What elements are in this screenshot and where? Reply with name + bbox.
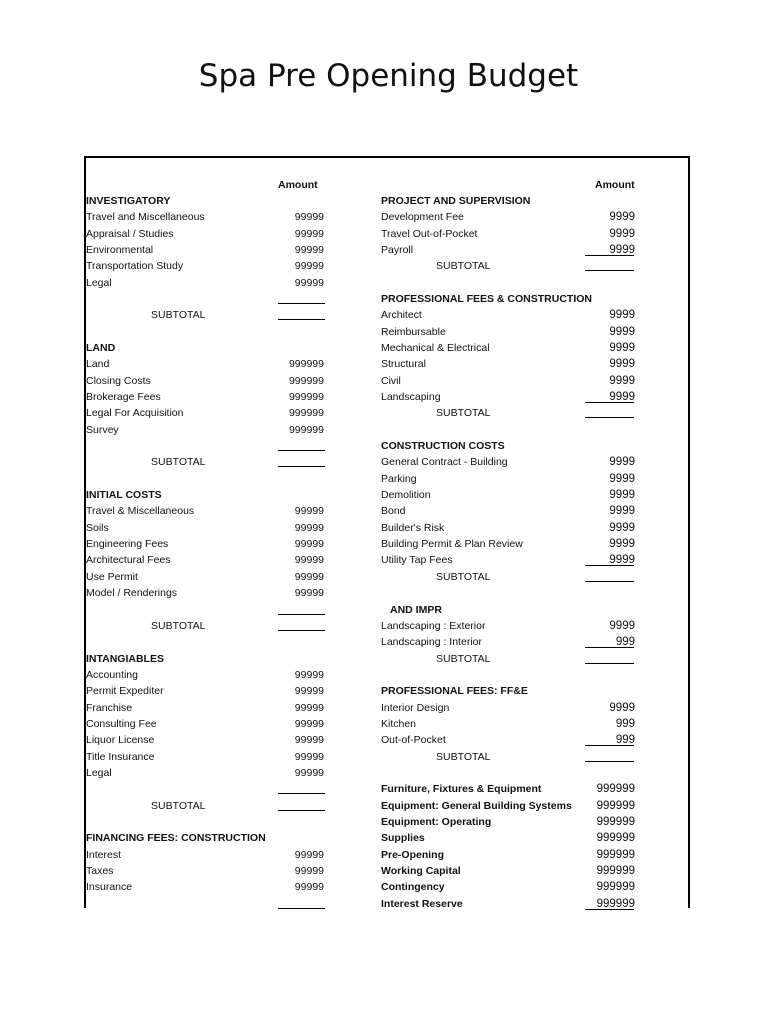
line-item: [381, 471, 635, 487]
subtotal-row: [86, 307, 326, 323]
subtotal-label: SUBTOTAL: [151, 309, 206, 322]
subtotal-underline: [278, 450, 325, 451]
amount-underline: [585, 565, 634, 566]
line-item: [381, 879, 635, 895]
subtotal-label: SUBTOTAL: [436, 407, 491, 420]
item-label-payroll: Payroll: [381, 244, 414, 257]
subtotal-underline: [278, 630, 325, 631]
line-item: [381, 618, 635, 634]
line-item: [381, 324, 635, 340]
item-label-landscaping-exterior: Landscaping : Exterior: [381, 619, 486, 632]
line-item: [86, 667, 326, 683]
item-amount: 999: [615, 734, 635, 747]
section-heading-professional-fees-ff-e: PROFESSIONAL FEES: FF&E: [381, 685, 528, 698]
item-label-accounting: Accounting: [86, 668, 138, 681]
line-item: [381, 847, 635, 863]
subtotal-row: [381, 569, 635, 585]
line-item: [86, 569, 326, 585]
item-amount: 99999: [294, 227, 324, 240]
item-amount: 99999: [294, 668, 324, 681]
item-amount: 9999: [609, 309, 635, 322]
item-label-pre-opening: Pre-Opening: [381, 848, 445, 861]
item-label-architectural-fees: Architectural Fees: [86, 554, 171, 567]
line-item: [381, 209, 635, 225]
item-amount: 99999: [294, 848, 324, 861]
line-item: [86, 356, 326, 372]
section-heading-and-impr: AND IMPR: [390, 603, 442, 616]
line-item: [381, 340, 635, 356]
item-label-transportation-study: Transportation Study: [86, 260, 184, 273]
subtotal-underline: [585, 417, 634, 418]
item-amount: 9999: [609, 227, 635, 240]
item-label-brokerage-fees: Brokerage Fees: [86, 391, 161, 404]
item-amount: 999999: [288, 391, 324, 404]
item-amount: 99999: [294, 211, 324, 224]
subtotal-underline: [278, 793, 325, 794]
subtotal-underline: [278, 810, 325, 811]
item-amount: 99999: [294, 570, 324, 583]
subtotal-underline: [585, 761, 634, 762]
item-label-permit-expediter: Permit Expediter: [86, 685, 164, 698]
line-item: [86, 683, 326, 699]
line-item: [86, 847, 326, 863]
item-amount: 9999: [609, 554, 635, 567]
subtotal-label: SUBTOTAL: [151, 799, 206, 812]
subtotal-underline: [278, 908, 325, 909]
item-label-consulting-fee: Consulting Fee: [86, 717, 157, 730]
section-heading-project-and-supervision: PROJECT AND SUPERVISION: [381, 195, 531, 207]
item-label-appraisal-studies: Appraisal / Studies: [86, 227, 174, 240]
item-label-contingency: Contingency: [381, 881, 445, 894]
item-amount: 9999: [609, 472, 635, 485]
item-label-landscaping: Landscaping: [381, 391, 441, 404]
item-label-furniture-fixtures-equipment: Furniture, Fixtures & Equipment: [381, 783, 542, 796]
subtotal-label: SUBTOTAL: [151, 456, 206, 469]
item-amount: 99999: [294, 276, 324, 289]
item-amount: 999999: [596, 783, 635, 796]
line-item: [381, 307, 635, 323]
item-amount: 999999: [596, 848, 635, 861]
item-label-taxes: Taxes: [86, 864, 114, 877]
item-amount: 99999: [294, 521, 324, 534]
item-label-equipment-general-building-systems: Equipment: General Building Systems: [381, 799, 572, 812]
line-item: [86, 585, 326, 601]
item-label-interest-reserve: Interest Reserve: [381, 897, 463, 910]
item-amount: 9999: [609, 342, 635, 355]
subtotal-row: [86, 618, 326, 634]
item-label-survey: Survey: [86, 423, 119, 436]
item-amount: 9999: [609, 456, 635, 469]
section-heading-financing-fees-construction: FINANCING FEES: CONSTRUCTION: [86, 832, 266, 845]
line-item: [86, 389, 326, 405]
line-item: [381, 454, 635, 470]
line-item: [381, 356, 635, 372]
line-item: [86, 732, 326, 748]
subtotal-row: [381, 258, 635, 274]
item-label-legal: Legal: [86, 276, 112, 289]
line-item: [381, 716, 635, 732]
item-amount: 9999: [609, 538, 635, 551]
line-item: [86, 405, 326, 421]
item-amount: 999999: [288, 358, 324, 371]
line-item: [381, 863, 635, 879]
subtotal-label: SUBTOTAL: [436, 260, 491, 273]
item-amount: 99999: [294, 881, 324, 894]
item-amount: 999999: [596, 799, 635, 812]
item-amount: 999999: [596, 881, 635, 894]
item-amount: 99999: [294, 734, 324, 747]
item-amount: 99999: [294, 538, 324, 551]
item-label-working-capital: Working Capital: [381, 864, 461, 877]
item-amount: 999999: [288, 374, 324, 387]
item-label-development-fee: Development Fee: [381, 211, 464, 224]
section-heading: [86, 193, 326, 209]
subtotal-row: [86, 798, 326, 814]
item-label-travel-out-of-pocket: Travel Out-of-Pocket: [381, 227, 478, 240]
section-heading-intangiables: INTANGIABLES: [86, 652, 164, 665]
item-label-mechanical-electrical: Mechanical & Electrical: [381, 342, 490, 355]
item-label-use-permit: Use Permit: [86, 570, 138, 583]
line-item: [381, 700, 635, 716]
item-amount: 9999: [609, 489, 635, 502]
item-label-kitchen: Kitchen: [381, 717, 417, 730]
item-amount: 99999: [294, 587, 324, 600]
item-label-engineering-fees: Engineering Fees: [86, 538, 169, 551]
item-amount: 99999: [294, 864, 324, 877]
item-amount: 99999: [294, 701, 324, 714]
subtotal-row: [381, 405, 635, 421]
item-amount: 99999: [294, 505, 324, 518]
subtotal-underline: [278, 303, 325, 304]
item-amount: 999999: [596, 897, 635, 910]
section-heading-land: LAND: [86, 342, 116, 355]
item-amount: 9999: [609, 211, 635, 224]
section-heading: [381, 438, 635, 454]
item-label-supplies: Supplies: [381, 832, 425, 845]
item-amount: 9999: [609, 358, 635, 371]
item-amount: 999999: [596, 864, 635, 877]
line-item: [86, 536, 326, 552]
section-heading: [86, 651, 326, 667]
amount-underline: [585, 909, 634, 910]
item-amount: 9999: [609, 701, 635, 714]
item-label-bond: Bond: [381, 505, 406, 518]
amount-underline: [585, 745, 634, 746]
line-item: [86, 422, 326, 438]
line-item: [86, 275, 326, 291]
line-item: [381, 814, 635, 830]
amount-underline: [585, 647, 634, 648]
section-heading: [381, 291, 635, 307]
item-label-land: Land: [86, 358, 110, 371]
line-item: [381, 781, 635, 797]
line-item: [381, 503, 635, 519]
section-heading-professional-fees-construction: PROFESSIONAL FEES & CONSTRUCTION: [381, 293, 592, 306]
line-item: [381, 487, 635, 503]
item-label-insurance: Insurance: [86, 881, 133, 894]
line-item: [86, 749, 326, 765]
item-label-civil: Civil: [381, 374, 401, 387]
item-label-demolition: Demolition: [381, 489, 431, 502]
line-item: [381, 520, 635, 536]
item-label-legal-for-acquisition: Legal For Acquisition: [86, 407, 184, 420]
item-label-interior-design: Interior Design: [381, 701, 450, 714]
section-heading-initial-costs: INITIAL COSTS: [86, 489, 162, 502]
subtotal-underline: [278, 319, 325, 320]
item-label-model-renderings: Model / Renderings: [86, 587, 178, 600]
line-item: [381, 536, 635, 552]
item-label-liquor-license: Liquor License: [86, 734, 155, 747]
item-label-legal: Legal: [86, 766, 112, 779]
item-amount: 99999: [294, 244, 324, 257]
line-item: [86, 503, 326, 519]
line-item: [381, 373, 635, 389]
line-item: [381, 830, 635, 846]
line-item: [86, 700, 326, 716]
section-heading: [381, 602, 635, 618]
line-item: [86, 879, 326, 895]
item-label-equipment-operating: Equipment: Operating: [381, 815, 492, 828]
section-heading-investigatory: INVESTIGATORY: [86, 195, 171, 207]
line-item: [86, 258, 326, 274]
line-item: [86, 863, 326, 879]
section-heading-construction-costs: CONSTRUCTION COSTS: [381, 440, 505, 453]
item-label-travel-miscellaneous: Travel & Miscellaneous: [86, 505, 195, 518]
item-label-out-of-pocket: Out-of-Pocket: [381, 734, 446, 747]
item-label-franchise: Franchise: [86, 701, 133, 714]
subtotal-underline: [585, 270, 634, 271]
subtotal-label: SUBTOTAL: [436, 652, 491, 665]
subtotal-row: [381, 651, 635, 667]
item-label-reimbursable: Reimbursable: [381, 325, 446, 338]
section-heading: [381, 193, 635, 209]
page-title: Spa Pre Opening Budget: [198, 58, 579, 94]
item-amount: 9999: [609, 244, 635, 257]
item-label-parking: Parking: [381, 472, 417, 485]
line-item: [86, 373, 326, 389]
line-item: [86, 716, 326, 732]
item-amount: 99999: [294, 766, 324, 779]
line-item: [86, 226, 326, 242]
amount-header: Amount: [278, 178, 318, 191]
item-amount: 99999: [294, 260, 324, 273]
amount-underline: [585, 255, 634, 256]
line-item: [86, 765, 326, 781]
amount-header: Amount: [595, 178, 635, 191]
item-amount: 99999: [294, 717, 324, 730]
subtotal-label: SUBTOTAL: [151, 619, 206, 632]
subtotal-underline: [278, 614, 325, 615]
item-amount: 999999: [596, 815, 635, 828]
item-label-soils: Soils: [86, 521, 109, 534]
item-label-closing-costs: Closing Costs: [86, 374, 151, 387]
line-item: [86, 552, 326, 568]
item-label-interest: Interest: [86, 848, 122, 861]
line-item: [86, 520, 326, 536]
item-amount: 99999: [294, 554, 324, 567]
item-amount: 99999: [294, 685, 324, 698]
subtotal-row: [86, 454, 326, 470]
item-label-structural: Structural: [381, 358, 426, 371]
item-amount: 9999: [609, 521, 635, 534]
item-label-travel-and-miscellaneous: Travel and Miscellaneous: [86, 211, 205, 224]
subtotal-label: SUBTOTAL: [436, 750, 491, 763]
line-item: [381, 798, 635, 814]
item-amount: 999: [615, 717, 635, 730]
item-label-environmental: Environmental: [86, 244, 154, 257]
item-amount: 9999: [609, 505, 635, 518]
line-item: [86, 242, 326, 258]
section-heading: [86, 830, 326, 846]
amount-underline: [585, 402, 634, 403]
item-label-title-insurance: Title Insurance: [86, 750, 155, 763]
subtotal-row: [381, 749, 635, 765]
subtotal-underline: [278, 466, 325, 467]
section-heading: [86, 340, 326, 356]
section-heading: [381, 683, 635, 699]
item-amount: 999999: [596, 832, 635, 845]
item-label-landscaping-interior: Landscaping : Interior: [381, 636, 482, 649]
item-label-utility-tap-fees: Utility Tap Fees: [381, 554, 453, 567]
item-label-architect: Architect: [381, 309, 422, 322]
item-amount: 999: [615, 636, 635, 649]
item-label-builder-s-risk: Builder's Risk: [381, 521, 445, 534]
subtotal-underline: [585, 581, 634, 582]
item-amount: 9999: [609, 374, 635, 387]
line-item: [86, 209, 326, 225]
item-label-general-contract-building: General Contract - Building: [381, 456, 508, 469]
item-amount: 999999: [288, 423, 324, 436]
section-heading: [86, 487, 326, 503]
item-amount: 99999: [294, 750, 324, 763]
line-item: [381, 226, 635, 242]
subtotal-label: SUBTOTAL: [436, 570, 491, 583]
item-amount: 999999: [288, 407, 324, 420]
item-amount: 9999: [609, 391, 635, 404]
item-label-building-permit-plan-review: Building Permit & Plan Review: [381, 538, 523, 551]
item-amount: 9999: [609, 325, 635, 338]
item-amount: 9999: [609, 619, 635, 632]
subtotal-underline: [585, 663, 634, 664]
